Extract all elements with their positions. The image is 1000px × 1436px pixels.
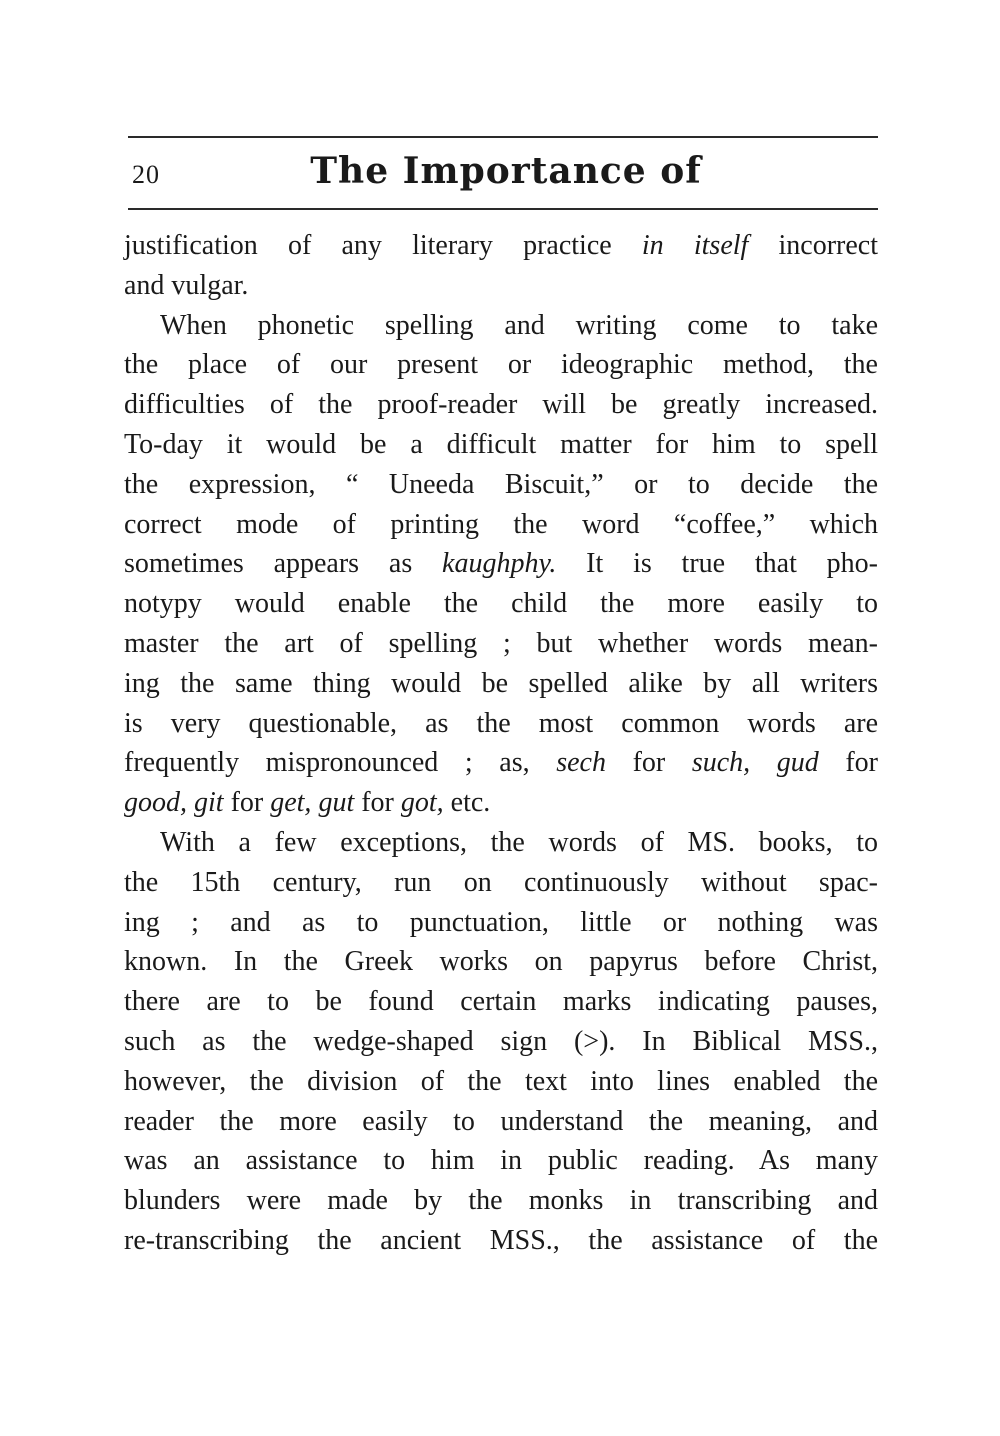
text-line (124, 425, 878, 465)
text-run: To-day it would be a difficult matter for him to spell (124, 428, 878, 460)
text-run: blunders were made by the monks in transcribing and (124, 1185, 878, 1217)
text-run: incorrect (748, 230, 878, 261)
body-text (124, 226, 878, 1261)
text-run: re-transcribing the ancient MSS., the assistance of the (124, 1224, 878, 1256)
text-line (124, 624, 878, 664)
text-run: for (354, 787, 401, 819)
header-rule-top (128, 136, 878, 138)
text-line (124, 1221, 878, 1261)
text-run: etc. (443, 787, 491, 819)
text-run: for (605, 747, 692, 779)
text-line (124, 1022, 878, 1062)
text-line (124, 385, 878, 425)
italic-text: in itself (641, 230, 749, 261)
italic-text: gud (776, 747, 819, 779)
text-line (124, 1181, 878, 1221)
text-run: notypy would enable the child the more easily to (124, 588, 878, 620)
text-run: is very questionable, as the most common words are (124, 707, 878, 739)
text-run: for (223, 787, 271, 819)
text-line (124, 783, 878, 823)
running-head (128, 148, 878, 200)
text-run: there are to be found certain marks indicating pauses, (124, 986, 878, 1018)
italic-text: get, (270, 787, 312, 819)
text-run: frequently mispronounced ; as, (124, 747, 557, 779)
text-line (124, 266, 878, 306)
text-run: however, the division of the text into lines enabled the (124, 1065, 878, 1097)
text-run: justification of any literary practice (124, 230, 642, 261)
text-run: reader the more easily to understand the meaning, and (124, 1105, 878, 1137)
text-line (124, 982, 878, 1022)
text-line (124, 505, 878, 545)
text-run: correct mode of printing the word “coffee,” which (124, 508, 878, 540)
text-line (124, 1102, 878, 1142)
italic-text: got, (400, 787, 444, 819)
text-run (750, 747, 777, 778)
header-rule-bottom (128, 208, 878, 210)
italic-text: such, (691, 747, 751, 779)
text-line (124, 743, 878, 783)
text-line (124, 226, 878, 266)
text-run: for (818, 747, 878, 779)
text-run: ing the same thing would be spelled alike by all writers (124, 667, 878, 699)
page-number: 20 (132, 160, 160, 189)
text-run: such as the wedge-shaped sign (>). In Biblical MSS., (124, 1025, 878, 1057)
text-run: the place of our present or ideographic method, the (124, 349, 878, 381)
text-line (124, 704, 878, 744)
italic-text: git (194, 787, 224, 819)
italic-text: gut (318, 787, 355, 819)
text-line (124, 465, 878, 505)
italic-text: good, (124, 787, 187, 819)
text-run: was an assistance to him in public reading. As many (124, 1145, 878, 1177)
text-line (124, 345, 878, 385)
text-line (124, 1062, 878, 1102)
text-run: and vulgar. (124, 269, 249, 301)
text-run: sometimes appears as (124, 548, 443, 580)
text-run: the 15th century, run on continuously without spac- (124, 866, 878, 898)
text-run: master the art of spelling ; but whether words mean- (124, 627, 878, 659)
italic-text: sech (556, 747, 606, 779)
text-run: difficulties of the proof-reader will be greatly increased. (124, 389, 878, 421)
running-head-title: The Importance of (310, 150, 702, 192)
text-line (124, 1141, 878, 1181)
text-line (124, 903, 878, 943)
text-run: With a few exceptions, the words of MS. books, to (160, 826, 878, 858)
text-run: It is true that pho- (556, 548, 879, 580)
text-run: known. In the Greek works on papyrus before Christ, (124, 946, 878, 978)
text-line (124, 306, 878, 346)
text-run: ing ; and as to punctuation, little or nothing was (124, 906, 878, 938)
text-line (124, 544, 878, 584)
text-run (187, 787, 194, 818)
text-line (124, 863, 878, 903)
text-run: When phonetic spelling and writing come to take (160, 309, 878, 341)
text-line (124, 823, 878, 863)
text-line (124, 584, 878, 624)
text-line (124, 664, 878, 704)
text-line (124, 942, 878, 982)
text-run: the expression, “ Uneeda Biscuit,” or to decide the (124, 468, 878, 500)
italic-text: kaughphy. (442, 548, 557, 580)
